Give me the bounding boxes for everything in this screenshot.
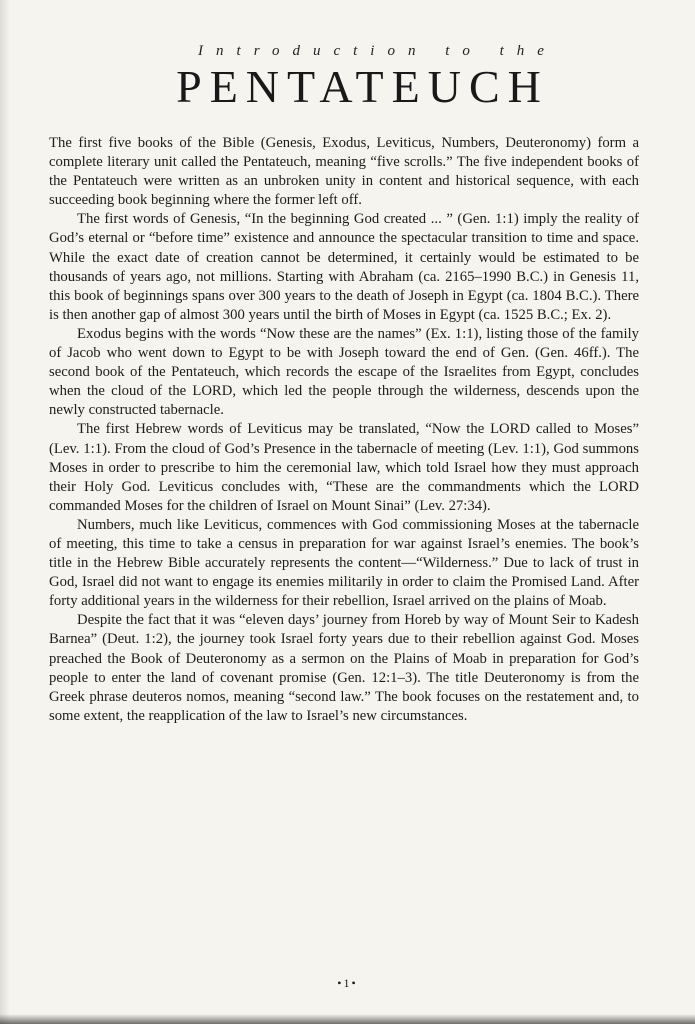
page-edge-shadow-bottom xyxy=(0,1014,695,1024)
body-text xyxy=(49,134,639,726)
paragraph-genesis: The first words of Genesis, “In the beginning God created ... ” (Gen. 1:1) imply the reality of God’s eternal or “before time” existence and announce the spectacular transition to time and space. While the exact date of creation cannot be determined, it certainly would be estimated to be thousands of years ago, not millions. Starting with Abraham (ca. 2165–1990 B.C.) in Genesis 11, this book of beginnings spans over 300 years to the death of Joseph in Egypt (ca. 1804 B.C.). There is then another gap of almost 300 years until the birth of Moses in Egypt (ca. 1525 B.C.; Ex. 2). xyxy=(49,211,639,323)
paragraph-exodus: Exodus begins with the words “Now these are the names” (Ex. 1:1), listing those of the family of Jacob who went down to Egypt to be with Joseph toward the end of Gen. (Gen. 46ff.). The second book of the Pentateuch, which records the escape of the Israelites from Egypt, concludes when the cloud of the LORD, which led the people through the wilderness, descends upon the newly constructed tabernacle. xyxy=(49,325,639,419)
chapter-kicker: Introduction to the xyxy=(198,43,557,59)
page-edge-shadow-left xyxy=(0,0,10,1024)
chapter-header xyxy=(0,42,695,112)
paragraph-deuteronomy: Despite the fact that it was “eleven days’ journey from Horeb by way of Mount Seir to Kadesh Barnea” (Deut. 1:2), the journey took Israel forty years due to their rebellion against God. Moses preached the Book of Deuteronomy as a sermon on the Plains of Moab in preparation for God’s people to enter the land of covenant promise (Gen. 12:1–3). The title Deuteronomy is from the Greek phrase deuteros nomos, meaning “second law.” The book focuses on the restatement and, to some extent, the reapplication of the law to Israel’s new circumstances. xyxy=(49,612,639,724)
paragraph-numbers: Numbers, much like Leviticus, commences with God commissioning Moses at the tabernacle of meeting, this time to take a census in preparation for war against Israel’s enemies. The book’s title in the Hebrew Bible accurately represents the content—“Wilderness.” Due to lack of trust in God, Israel did not want to engage its enemies militarily in order to claim the Promised Land. After forty additional years in the wilderness for their rebellion, Israel arrived on the plains of Moab. xyxy=(49,516,639,610)
paragraph-intro: The first five books of the Bible (Genesis, Exodus, Leviticus, Numbers, Deuteronomy) form a complete literary unit called the Pentateuch, meaning “five scrolls.” The five independent books of the Pentateuch were written as an unbroken unity in content and historical sequence, with each succeeding book beginning where the former left off. xyxy=(49,135,639,209)
chapter-title: PENTATEUCH xyxy=(176,61,549,112)
paragraph-leviticus: The first Hebrew words of Leviticus may be translated, “Now the LORD called to Moses” (Lev. 1:1). From the cloud of God’s Presence in the tabernacle of meeting (Lev. 1:1), God summons Moses in order to prescribe to him the ceremonial law, which told Israel how they must approach their Holy God. Leviticus concludes with, “These are the commandments which the LORD commanded Moses for the children of Israel on Mount Sinai” (Lev. 27:34). xyxy=(49,421,639,514)
page-number: •1• xyxy=(337,976,358,990)
